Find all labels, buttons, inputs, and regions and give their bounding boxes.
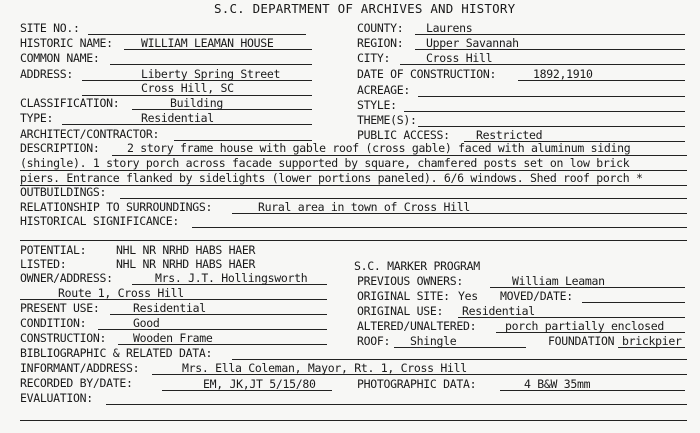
condition-line: [98, 329, 327, 330]
common-name-label: COMMON NAME:: [20, 51, 100, 65]
description-line2: (shingle). 1 story porch across facade supported by square, chamfered posts set on low brick: [20, 156, 630, 170]
evaluation-line-2: [20, 420, 687, 421]
county-line: [415, 34, 685, 35]
significance-label: HISTORICAL SIGNIFICANCE:: [20, 214, 179, 228]
potential-label: POTENTIAL:: [20, 243, 87, 257]
county-label: COUNTY:: [357, 21, 404, 35]
style-label: STYLE:: [357, 98, 397, 112]
form-title: S.C. DEPARTMENT OF ARCHIVES AND HISTORY: [214, 1, 516, 16]
owner-line1: Mrs. J.T. Hollingsworth: [155, 271, 308, 285]
altered-value: porch partially enclosed: [505, 319, 664, 333]
photographic-value: 4 B&W 35mm: [524, 377, 591, 391]
region-value: Upper Savannah: [426, 36, 519, 50]
style-line: [404, 111, 685, 112]
original-use-line: [458, 317, 685, 318]
region-line: [415, 49, 685, 50]
present-use-label: PRESENT USE:: [20, 301, 100, 315]
potential-options: NHL NR NRHD HABS HAER: [116, 243, 256, 257]
city-label: CITY:: [357, 51, 391, 65]
description-underline-3: [20, 185, 687, 186]
outbuildings-label: OUTBUILDINGS:: [20, 185, 107, 199]
bibliographic-label: BIBLIOGRAPHIC & RELATED DATA:: [20, 346, 213, 360]
moved-date-label: MOVED/DATE:: [500, 289, 573, 303]
public-access-label: PUBLIC ACCESS:: [357, 128, 450, 142]
photographic-label: PHOTOGRAPHIC DATA:: [357, 377, 477, 391]
section-divider: [20, 240, 687, 241]
evaluation-label: EVALUATION:: [20, 391, 93, 405]
original-site-value: Yes: [458, 289, 478, 303]
historic-name-line: [124, 49, 312, 50]
classification-line: [132, 109, 312, 110]
date-of-construction-label: DATE OF CONSTRUCTION:: [357, 67, 497, 81]
theme-label: THEME(S):: [357, 113, 417, 127]
owner-underline-1: [132, 284, 327, 285]
acreage-label: ACREAGE:: [357, 83, 410, 97]
region-label: REGION:: [357, 36, 404, 50]
moved-date-line: [582, 302, 685, 303]
address-line1: Liberty Spring Street: [141, 67, 281, 81]
photographic-line: [500, 390, 685, 391]
address-line2: Cross Hill, SC: [141, 81, 234, 95]
present-use-value: Residential: [133, 301, 206, 315]
informant-label: INFORMANT/ADDRESS:: [20, 361, 140, 375]
recorded-label: RECORDED BY/DATE:: [20, 376, 133, 390]
classification-label: CLASSIFICATION:: [20, 96, 120, 110]
listed-label: LISTED:: [20, 257, 67, 271]
recorded-line: [162, 390, 332, 391]
theme-line: [418, 126, 685, 127]
bibliographic-line: [232, 359, 687, 360]
significance-line: [192, 227, 687, 228]
county-value: Laurens: [426, 21, 473, 35]
listed-options: NHL NR NRHD HABS HAER: [116, 257, 256, 271]
city-line: [400, 64, 685, 65]
site-no-line: [88, 34, 306, 35]
present-use-line: [110, 314, 327, 315]
roof-value: Shingle: [410, 334, 457, 348]
roof-label: ROOF:: [357, 334, 391, 348]
type-line: [62, 124, 312, 125]
city-value: Cross Hill: [426, 51, 493, 65]
classification-value: Building: [170, 96, 223, 110]
original-use-label: ORIGINAL USE:: [357, 304, 444, 318]
type-label: TYPE:: [20, 111, 54, 125]
roof-line: [394, 347, 526, 348]
relationship-value: Rural area in town of Cross Hill: [258, 200, 470, 214]
address-label: ADDRESS:: [20, 67, 73, 81]
original-use-value: Residential: [462, 304, 535, 318]
description-line1: 2 story frame house with gable roof (cross gable) faced with aluminum siding: [127, 141, 631, 155]
construction-line: [118, 344, 327, 345]
date-of-construction-value: 1892,1910: [533, 67, 593, 81]
informant-line: [152, 374, 687, 375]
common-name-line: [110, 64, 312, 65]
construction-value: Wooden Frame: [133, 331, 213, 345]
altered-line: [496, 332, 685, 333]
owner-label: OWNER/ADDRESS:: [20, 271, 113, 285]
previous-owners-label: PREVIOUS OWNERS:: [357, 274, 463, 288]
construction-label: CONSTRUCTION:: [20, 331, 107, 345]
historic-name-value: WILLIAM LEAMAN HOUSE: [141, 36, 274, 50]
previous-owners-line: [490, 287, 685, 288]
recorded-value: EM, JK,JT 5/15/80: [203, 377, 316, 391]
original-site-label: ORIGINAL SITE:: [357, 289, 450, 303]
site-no-label: SITE NO.:: [20, 21, 80, 35]
date-line: [518, 80, 685, 81]
acreage-line: [418, 96, 685, 97]
altered-label: ALTERED/UNALTERED:: [357, 319, 477, 333]
owner-underline-2: [20, 299, 327, 300]
relationship-line: [232, 213, 687, 214]
description-line3: piers. Entrance flanked by sidelights (lower portions paneled). 6/6 windows. Shed roof porch *: [20, 171, 643, 185]
type-value: Residential: [141, 111, 214, 125]
outbuildings-line: [120, 198, 687, 199]
condition-label: CONDITION:: [20, 316, 87, 330]
condition-value: Good: [133, 316, 160, 330]
relationship-label: RELATIONSHIP TO SURROUNDINGS:: [20, 200, 213, 214]
historic-name-label: HISTORIC NAME:: [20, 36, 113, 50]
foundation-line: [618, 347, 685, 348]
evaluation-line: [106, 404, 687, 405]
informant-value: Mrs. Ella Coleman, Mayor, Rt. 1, Cross Hill: [182, 361, 467, 375]
foundation-value: brickpier: [622, 334, 682, 348]
owner-line2: Route 1, Cross Hill: [58, 286, 184, 300]
marker-program-label: S.C. MARKER PROGRAM: [354, 259, 480, 273]
previous-owners-value: William Leaman: [512, 274, 605, 288]
description-label: DESCRIPTION:: [20, 141, 100, 155]
public-access-value: Restricted: [476, 128, 543, 142]
foundation-label: FOUNDATION: [548, 334, 615, 348]
architect-label: ARCHITECT/CONTRACTOR:: [20, 127, 160, 141]
